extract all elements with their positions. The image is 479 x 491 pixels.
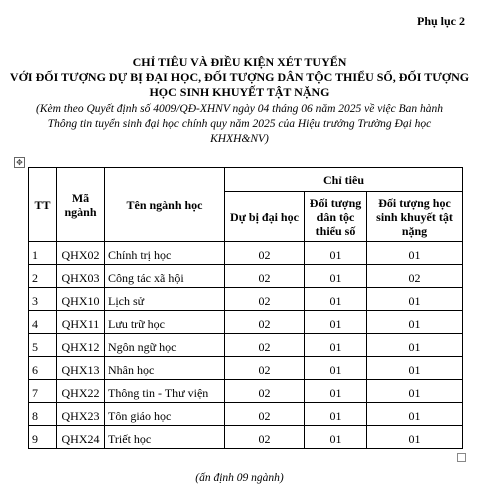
document-title: CHỈ TIÊU VÀ ĐIỀU KIỆN XÉT TUYỂN (132, 55, 347, 69)
cell-ethnic: 01 (305, 311, 367, 334)
cell-tt: 8 (29, 403, 57, 426)
cell-code: QHX10 (57, 288, 105, 311)
document-subtitle-line3: KHXH&NV) (210, 133, 269, 145)
table-row (29, 357, 463, 380)
footnote: (ấn định 09 ngành) (195, 472, 284, 484)
quota-table (28, 167, 463, 449)
cell-tt: 5 (29, 334, 57, 357)
cell-ethnic: 01 (305, 265, 367, 288)
cell-code: QHX02 (57, 242, 105, 265)
document-title-line2: VỚI ĐỐI TƯỢNG DỰ BỊ ĐẠI HỌC, ĐỐI TƯỢNG DÂN TỘC THIỂU SỐ, ĐỐI TƯỢNG (9, 70, 470, 84)
cell-ethnic: 01 (305, 334, 367, 357)
appendix-label: Phụ lục 2 (416, 14, 465, 28)
table-row (29, 380, 463, 403)
cell-tt: 1 (29, 242, 57, 265)
cell-code: QHX24 (57, 426, 105, 449)
cell-prep: 02 (225, 426, 305, 449)
cell-ethnic: 01 (305, 403, 367, 426)
cell-ethnic: 01 (305, 242, 367, 265)
header-tt: TT (29, 168, 57, 242)
cell-disabled: 01 (367, 403, 463, 426)
cell-prep: 02 (225, 265, 305, 288)
cell-prep: 02 (225, 403, 305, 426)
cell-major: Ngôn ngữ học (105, 334, 225, 357)
cell-code: QHX23 (57, 403, 105, 426)
document-subtitle-line2: Thông tin tuyển sinh đại học chính quy năm 2025 của Hiệu trưởng Trường Đại học (47, 118, 432, 130)
header-prep: Dự bị đại học (225, 192, 305, 242)
cell-code: QHX13 (57, 357, 105, 380)
cell-tt: 2 (29, 265, 57, 288)
document-title-line3: HỌC SINH KHUYẾT TẬT NẶNG (149, 85, 330, 99)
cell-prep: 02 (225, 380, 305, 403)
cell-major: Thông tin - Thư viện (105, 380, 225, 403)
header-quota-group: Chỉ tiêu (225, 168, 463, 192)
header-code: Mã ngành (57, 168, 105, 242)
cell-prep: 02 (225, 334, 305, 357)
cell-code: QHX12 (57, 334, 105, 357)
cell-disabled: 01 (367, 242, 463, 265)
cell-tt: 4 (29, 311, 57, 334)
table-row (29, 288, 463, 311)
cell-prep: 02 (225, 242, 305, 265)
cell-ethnic: 01 (305, 426, 367, 449)
document-subtitle-line1: (Kèm theo Quyết định số 4009/QĐ-XHNV ngày 04 tháng 06 năm 2025 về việc Ban hành (35, 103, 443, 115)
cell-code: QHX22 (57, 380, 105, 403)
cell-major: Tôn giáo học (105, 403, 225, 426)
cell-ethnic: 01 (305, 380, 367, 403)
cell-tt: 9 (29, 426, 57, 449)
table-row (29, 426, 463, 449)
cell-tt: 7 (29, 380, 57, 403)
cell-major: Nhân học (105, 357, 225, 380)
cell-disabled: 01 (367, 311, 463, 334)
cell-major: Lưu trữ học (105, 311, 225, 334)
cell-tt: 6 (29, 357, 57, 380)
cell-disabled: 01 (367, 288, 463, 311)
cell-major: Công tác xã hội (105, 265, 225, 288)
cell-prep: 02 (225, 311, 305, 334)
cell-disabled: 01 (367, 426, 463, 449)
header-major: Tên ngành học (105, 168, 225, 242)
table-move-icon[interactable]: ✥ (14, 157, 25, 168)
cell-code: QHX03 (57, 265, 105, 288)
cell-prep: 02 (225, 357, 305, 380)
table-row (29, 311, 463, 334)
cell-disabled: 01 (367, 357, 463, 380)
table-row (29, 403, 463, 426)
cell-disabled: 01 (367, 334, 463, 357)
table-resize-handle-icon[interactable] (457, 453, 466, 462)
cell-major: Chính trị học (105, 242, 225, 265)
cell-major: Lịch sử (105, 288, 225, 311)
table-row (29, 334, 463, 357)
cell-ethnic: 01 (305, 357, 367, 380)
header-ethnic: Đối tượng dân tộc thiểu số (305, 192, 367, 242)
cell-code: QHX11 (57, 311, 105, 334)
cell-prep: 02 (225, 288, 305, 311)
table-row (29, 242, 463, 265)
cell-major: Triết học (105, 426, 225, 449)
cell-disabled: 01 (367, 380, 463, 403)
cell-ethnic: 01 (305, 288, 367, 311)
cell-disabled: 02 (367, 265, 463, 288)
table-row (29, 265, 463, 288)
cell-tt: 3 (29, 288, 57, 311)
header-disabled: Đối tượng học sinh khuyết tật nặng (367, 192, 463, 242)
